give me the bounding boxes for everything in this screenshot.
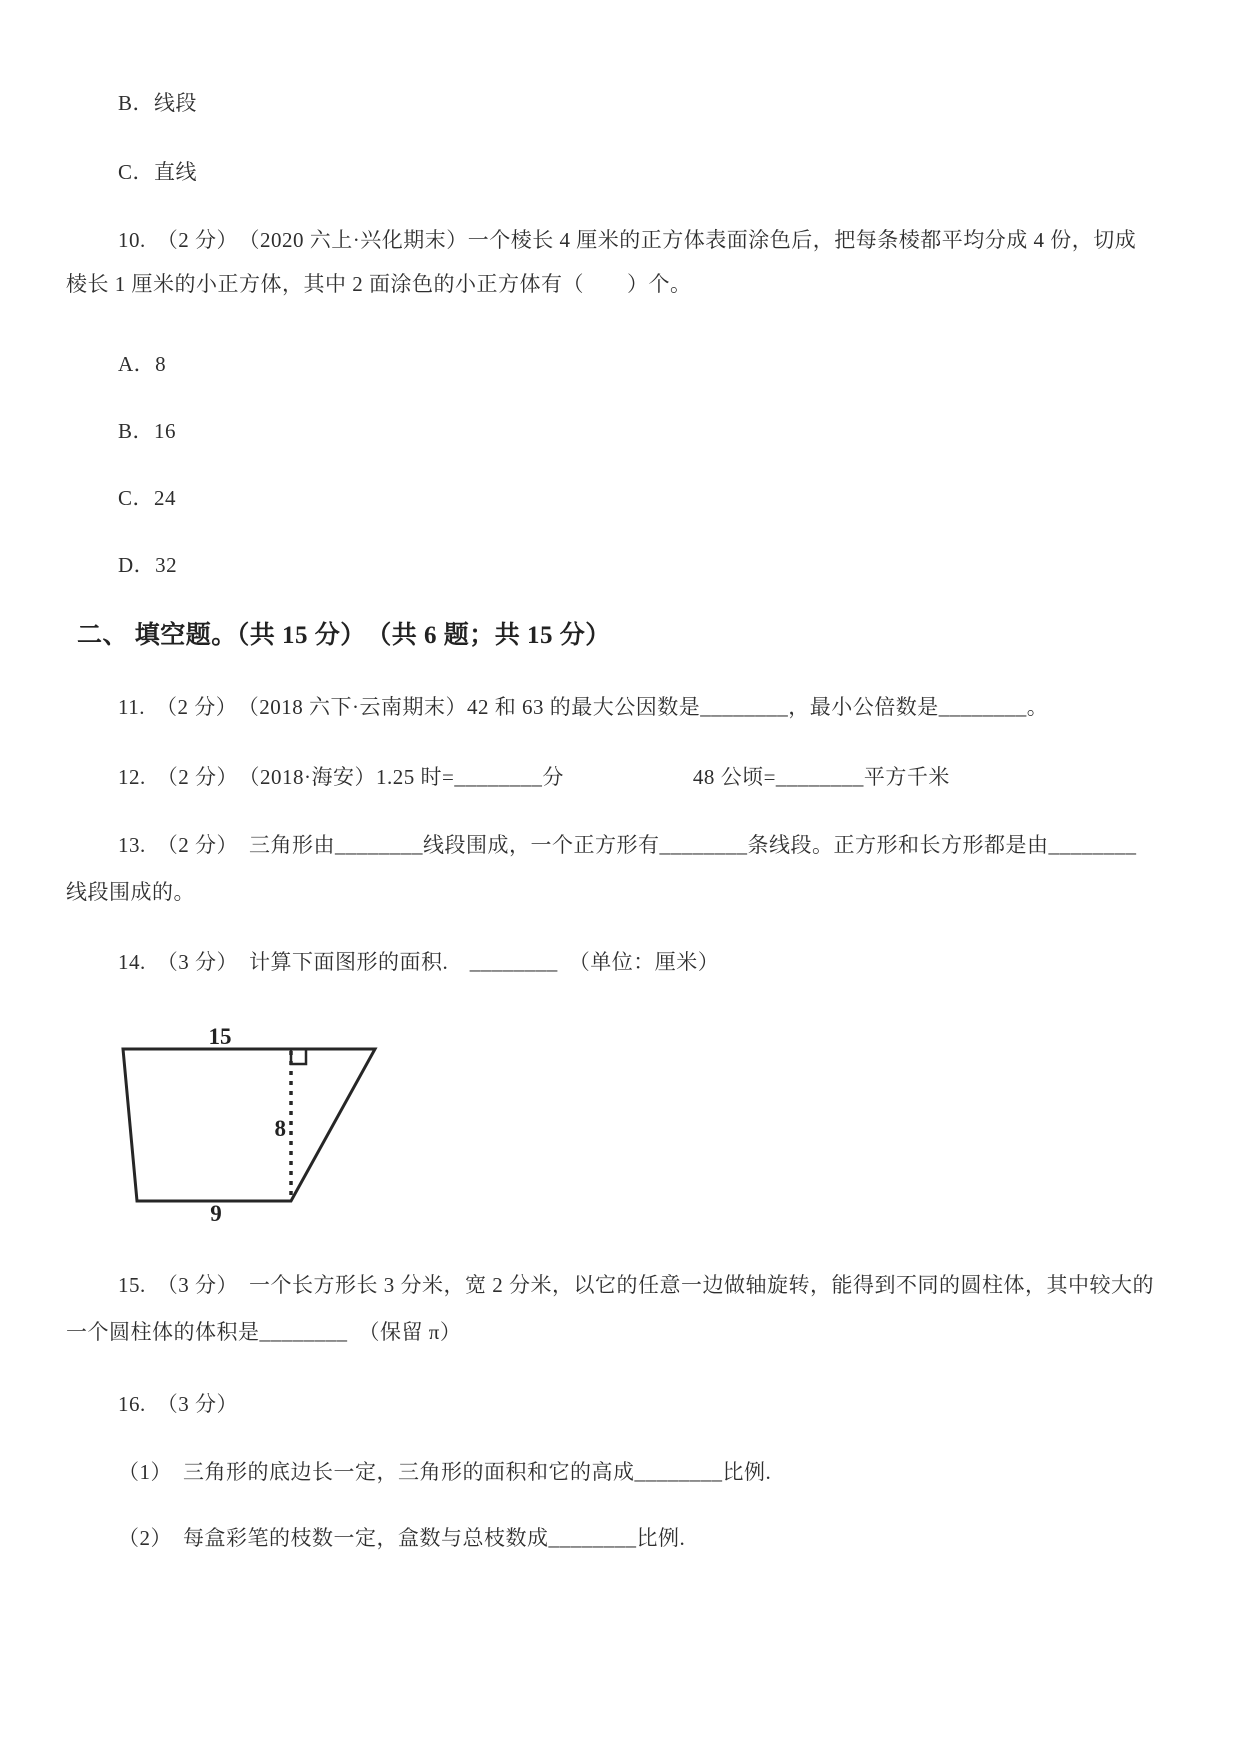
q10-option-c: C．24: [118, 486, 177, 510]
trapezoid-diagram: [100, 1018, 400, 1230]
top-side-label: 15: [208, 1024, 232, 1049]
q9-option-c: C．直线: [118, 160, 198, 184]
section-2-header: 二、 填空题。（共 15 分） （共 6 题；共 15 分）: [77, 622, 611, 649]
question-14: 14. （3 分） 计算下面图形的面积. ________ （单位：厘米）: [118, 950, 720, 974]
right-angle-marker: [291, 1049, 306, 1064]
question-15-line-2: 一个圆柱体的体积是________ （保留 π）: [66, 1320, 462, 1344]
bottom-side-label: 9: [210, 1201, 222, 1226]
trapezoid-outline: [123, 1049, 375, 1201]
q14-trapezoid-figure: [100, 1018, 400, 1230]
question-13-line-2: 线段围成的。: [66, 880, 195, 904]
q10-option-d: D．32: [118, 553, 178, 577]
question-16-sub-2: （2） 每盒彩笔的枝数一定，盒数与总枝数成________比例.: [118, 1526, 686, 1550]
q10-option-a: A．8: [118, 352, 167, 376]
height-label: 8: [274, 1116, 286, 1141]
question-11: 11. （2 分） （2018 六下·云南期末）42 和 63 的最大公因数是________，最小公倍数是________。: [118, 695, 1049, 719]
question-15-line-1: 15. （3 分） 一个长方形长 3 分米，宽 2 分米，以它的任意一边做轴旋转，能得到不同的圆柱体，其中较大的: [118, 1273, 1154, 1297]
question-16: 16. （3 分）: [118, 1392, 238, 1416]
q9-option-b: B．线段: [118, 91, 198, 115]
question-10-line-1: 10. （2 分） （2020 六上·兴化期末）一个棱长 4 厘米的正方体表面涂色后，把每条棱都平均分成 4 份，切成: [118, 228, 1137, 252]
question-13-line-1: 13. （2 分） 三角形由________线段围成，一个正方形有________条线段。正方形和长方形都是由________: [118, 833, 1137, 857]
question-12: 12. （2 分） （2018·海安）1.25 时=________分 48 公顷=________平方千米: [118, 765, 950, 789]
question-10-line-2: 棱长 1 厘米的小正方体，其中 2 面涂色的小正方体有（ ）个。: [66, 272, 692, 296]
question-16-sub-1: （1） 三角形的底边长一定，三角形的面积和它的高成________比例.: [118, 1460, 772, 1484]
q10-option-b: B．16: [118, 419, 177, 443]
